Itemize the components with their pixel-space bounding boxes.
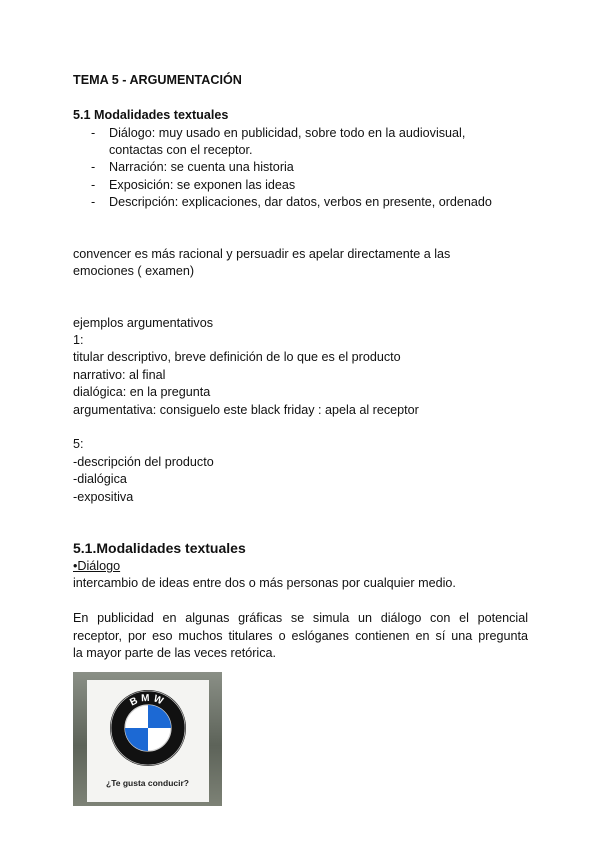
- list-dash: -: [91, 195, 96, 209]
- ad-tagline: ¿Te gusta conducir?: [106, 778, 189, 788]
- list-dash: -: [91, 160, 96, 174]
- bmw-logo-icon: [109, 689, 187, 767]
- note-line: convencer es más racional y persuadir es apelar directamente a las: [73, 247, 451, 261]
- paragraph-line: receptor, por eso muchos titulares o eslóganes contienen en sí una pregunta: [73, 629, 528, 643]
- paragraph-line: En publicidad en algunas gráficas se simula un diálogo con el potencial: [73, 611, 528, 625]
- example5-line: -dialógica: [73, 472, 127, 486]
- section2-title: 5.1.Modalidades textuales: [73, 540, 246, 556]
- note-line: emociones ( examen): [73, 264, 195, 278]
- list-item: Diálogo: muy usado en publicidad, sobre todo en la audiovisual,: [109, 126, 466, 140]
- example5-label: 5:: [73, 437, 84, 451]
- example1-line: argumentativa: consiguelo este black friday : apela al receptor: [73, 403, 419, 417]
- examples-title: ejemplos argumentativos: [73, 316, 214, 330]
- list-item: Narración: se cuenta una historia: [109, 160, 294, 174]
- paragraph-line: la mayor parte de las veces retórica.: [73, 646, 276, 660]
- section1-title: 5.1 Modalidades textuales: [73, 108, 229, 122]
- example1-line: titular descriptivo, breve definición de lo que es el producto: [73, 350, 401, 364]
- page-heading: TEMA 5 - ARGUMENTACIÓN: [73, 73, 242, 87]
- example1-line: narrativo: al final: [73, 368, 166, 382]
- list-item: Descripción: explicaciones, dar datos, verbos en presente, ordenado: [109, 195, 492, 209]
- example5-line: -descripción del producto: [73, 455, 214, 469]
- bmw-ad-image: [73, 672, 222, 806]
- list-item-continuation: contactas con el receptor.: [109, 143, 253, 157]
- list-dash: -: [91, 178, 96, 192]
- list-item: Exposición: se exponen las ideas: [109, 178, 296, 192]
- section2-definition: intercambio de ideas entre dos o más personas por cualquier medio.: [73, 576, 456, 590]
- section2-subtitle: •Diálogo: [73, 559, 121, 573]
- bmw-logo-text: BMW: [128, 692, 168, 709]
- example1-label: 1:: [73, 333, 84, 347]
- list-dash: -: [91, 126, 96, 140]
- example5-line: -expositiva: [73, 490, 134, 504]
- example1-line: dialógica: en la pregunta: [73, 385, 211, 399]
